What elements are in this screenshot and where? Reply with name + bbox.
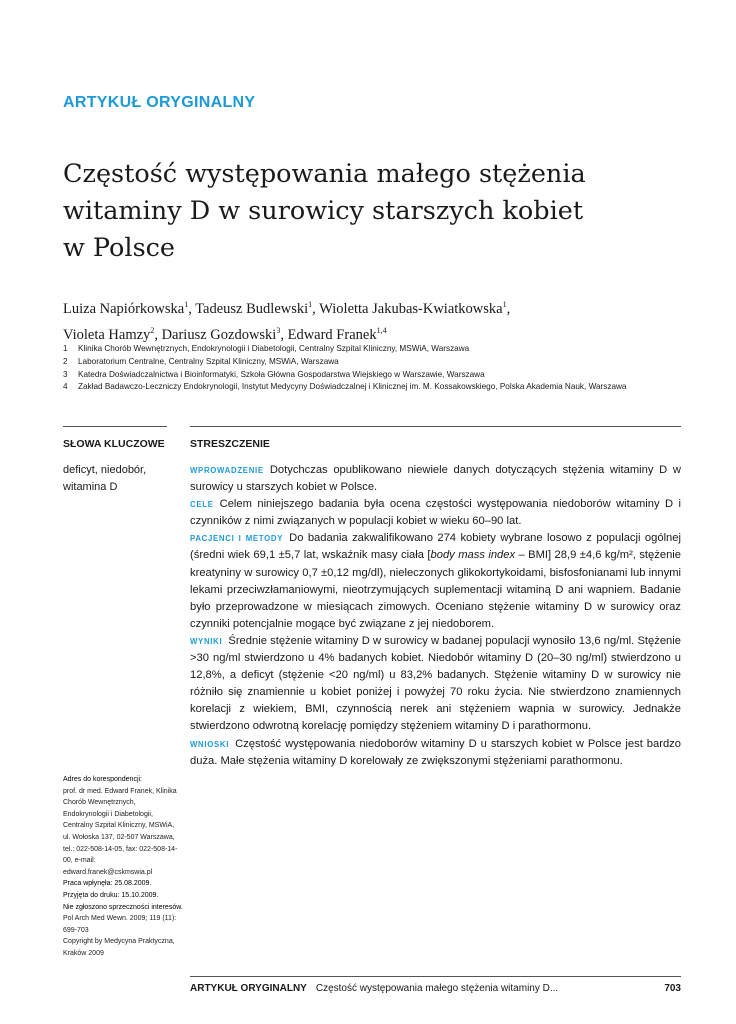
- section-text: Średnie stężenie witaminy D w surowicy w badanej populacji wynosiło 13,6 ng/ml. Stężenie >30 ng/ml stwierdzono u 4% badanych kobiet. Niedobór witaminy D (20–30 ng/ml) stwierdzono u 12,8%, a deficyt (stężenie <20 ng/ml) u 83,2% badanych. Stężenie witaminy D w surowicy nie różniło się znamiennie u kobiet poniżej i powyżej 70 roku życia. Nie stwierdzono znamiennych korelacji z wiekiem, BMI, czynnością nerek ani stężeniem wapnia w surowicy. Jednakże stwierdzono odwrotną korelację pomiędzy stężeniem witaminy D i parathormonu.: [190, 634, 681, 733]
- abstract-heading: STRESZCZENIE: [190, 438, 270, 450]
- abstract-section-methods: [190, 530, 681, 633]
- author-name: Edward Franek: [287, 326, 377, 343]
- correspondence-address: prof. dr med. Edward Franek, Klinika Chorób Wewnętrznych, Endokrynologii i Diabetologii, Centralny Szpital Kliniczny, MSWiA, ul. Wołoska 137, 02-507 Warszawa, tel.: 022-508-14-05, fax: 022-508-14-00, e-mail: edward.franek@cskmswia.pl: [63, 787, 178, 876]
- affiliation-item: [63, 381, 703, 394]
- abstract-section-introduction: [190, 462, 681, 496]
- page-footer: [190, 983, 681, 994]
- affiliation-item: [63, 356, 703, 369]
- keywords-text: deficyt, niedobór, witamina D: [63, 464, 147, 493]
- footer-divider: [190, 976, 681, 977]
- author-separator: ,: [188, 300, 196, 317]
- correspondence-heading: Adres do korespondencji:: [63, 776, 142, 783]
- accepted-date: Przyjęta do druku: 15.10.2009.: [63, 891, 159, 899]
- author-list: [63, 294, 683, 346]
- section-tag: WPROWADZENIE: [190, 466, 264, 475]
- abstract-section-conclusions: [190, 736, 681, 770]
- abstract-body: [190, 462, 681, 770]
- section-tag: WNIOSKI: [190, 739, 230, 749]
- abstract-section-aims: [190, 496, 681, 530]
- correspondence-box: [63, 774, 183, 960]
- section-text: Do badania zakwalifikowano 274 kobiety wybrane losowo z populacji ogólnej (średni wiek 69,1 ±5,7 lat, wskaźnik masy ciała [: [190, 532, 681, 562]
- author-separator: ,: [506, 300, 511, 317]
- title-line: Częstość występowania małego stężenia: [63, 159, 586, 189]
- author-separator: ,: [280, 326, 288, 343]
- affiliation-text: Zakład Badawczo-Leczniczy Endokrynologii, Instytut Medycyny Doświadczalnej i Klinicznej im. M. Kossakowskiego, Polska Akademia Nauk, Warszawa: [78, 382, 627, 392]
- affiliation-number: 1: [63, 344, 68, 353]
- abstract-section-results: [190, 633, 681, 736]
- section-text-italic: body mass index: [430, 549, 516, 562]
- author-separator: ,: [154, 326, 162, 343]
- section-text: Dotychczas opublikowano niewiele danych dotyczących stężenia witaminy D w surowicy u starszych kobiet w Polsce.: [190, 464, 681, 494]
- affiliation-item: [63, 369, 703, 382]
- section-label: ARTYKUŁ ORYGINALNY: [63, 94, 256, 111]
- conflict-statement: Nie zgłoszono sprzeczności interesów.: [63, 903, 183, 911]
- copyright: Copyright by Medycyna Praktyczna, Kraków 2009: [63, 938, 175, 957]
- citation: Pol Arch Med Wewn. 2009; 119 (11): 699-703: [63, 915, 177, 934]
- page-number: 703: [664, 983, 681, 994]
- author-name: Luiza Napiórkowska: [63, 300, 185, 317]
- section-text: – BMI] 28,9 ±4,6 kg/m², stężenie kreatyniny w surowicy 0,7 ±0,12 mg/dl), nieleczonych glikokortykoidami, bisfosfonianami lub innymi lekami przeciwzłamaniowymi, nieotrzymujących suplementacji witaminą D ani wapniem. Badanie było przeprowadzone w miesiącach zimowych. Oceniano stężenie witaminy D w surowicy oraz czynniki potencjalnie mogące być związane z jej niedoborem.: [190, 549, 681, 630]
- author-name: Wioletta Jakubas-Kwiatkowska: [319, 300, 503, 317]
- keywords-divider: [63, 426, 167, 427]
- affiliation-item: [63, 343, 703, 356]
- author-affil-ref: 1: [502, 300, 507, 309]
- abstract-divider: [190, 426, 681, 427]
- affiliation-number: 3: [63, 369, 68, 379]
- footer-label: ARTYKUŁ ORYGINALNY: [190, 983, 307, 994]
- author-name: Dariusz Gozdowski: [161, 326, 277, 343]
- keywords-heading: SŁOWA KLUCZOWE: [63, 438, 165, 450]
- article-title: [63, 156, 663, 267]
- author-name: Tadeusz Budlewski: [195, 300, 309, 317]
- section-tag: WYNIKI: [190, 636, 223, 646]
- title-line: witaminy D w surowicy starszych kobiet: [63, 196, 584, 226]
- received-date: Praca wpłynęła: 25.08.2009.: [63, 880, 152, 888]
- author-affil-ref: 3: [276, 325, 281, 335]
- affiliation-text: Katedra Doświadczalnictwa i Bioinformatyki, Szkoła Główna Gospodarstwa Wiejskiego w Warszawie, Warszawa: [78, 369, 485, 379]
- author-separator: ,: [312, 300, 320, 317]
- section-tag: PACJENCI I METODY: [190, 534, 284, 544]
- affiliation-number: 2: [63, 356, 68, 366]
- author-affil-ref: 1: [308, 300, 313, 309]
- section-tag: CELE: [190, 500, 214, 510]
- author-affil-ref: 1,4: [376, 325, 387, 335]
- affiliation-list: [63, 343, 703, 394]
- affiliation-text: Laboratorium Centralne, Centralny Szpital Kliniczny, MSWiA, Warszawa: [78, 356, 339, 366]
- title-line: w Polsce: [63, 233, 176, 263]
- footer-title: Częstość występowania małego stężenia witaminy D...: [315, 983, 559, 994]
- affiliation-text: Klinika Chorób Wewnętrznych, Endokrynologii i Diabetologii, Centralny Szpital Kliniczny, MSWiA, Warszawa: [78, 344, 470, 353]
- affiliation-number: 4: [63, 382, 68, 392]
- section-text: Częstość występowania niedoborów witaminy D u starszych kobiet w Polsce jest bardzo duża. Małe stężenia witaminy D korelowały ze zwiększonymi stężeniami parathormonu.: [190, 737, 681, 767]
- section-text: Celem niniejszego badania była ocena częstości występowania niedoborów witaminy D i czynników z nimi związanych w populacji kobiet w wieku 60–90 lat.: [190, 498, 681, 528]
- author-name: Violeta Hamzy: [63, 326, 151, 343]
- author-affil-ref: 2: [150, 325, 155, 335]
- author-affil-ref: 1: [184, 300, 189, 309]
